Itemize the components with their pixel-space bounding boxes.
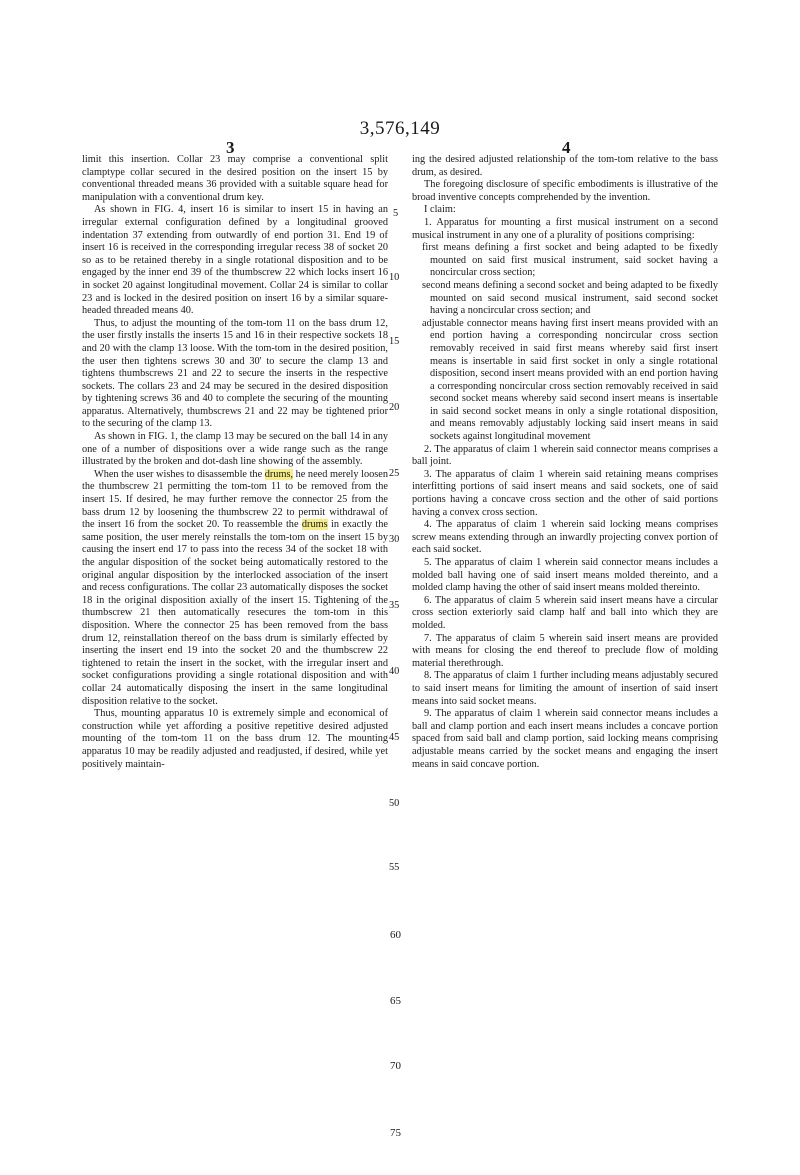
line-number: 70	[390, 1060, 401, 1072]
paragraph: ing the desired adjusted relationship of the tom-tom relative to the bass drum, as desired.	[412, 154, 718, 178]
search-highlight: drums	[301, 519, 328, 531]
paragraph: As shown in FIG. 4, insert 16 is similar to insert 15 in having an irregular external configuration defined by a longitudinal grooved indentation 37 extending from outwardly of end portion 31. End 19 of insert 16 is received in the corresponding irregular recess 38 of socket 20 so as to be retained thereby in a single rotational disposition and to be engaged by the inner end 39 of the thumbscrew 22 which locks insert 16 in socket 20 against longitudinal movement. Collar 24 is similar to collar 23 and is locked in the desired position on insert 16 by a similar square-headed threaded means 40.	[82, 204, 388, 317]
paragraph: The foregoing disclosure of specific embodiments is illustrative of the broad inventive concepts comprehended by the invention.	[412, 179, 718, 203]
claim-4: 4. The apparatus of claim 1 wherein said locking means comprises screw means extending through an inwardly projecting convex portion of each said socket.	[412, 519, 718, 556]
line-number: 50	[389, 798, 400, 809]
claim-8: 8. The apparatus of claim 1 further including means adjustably secured to said insert means for limiting the amount of insertion of said insert means into said socket means.	[412, 670, 718, 707]
paragraph: When the user wishes to disassemble the drums, he need merely loosen the thumbscrew 21 permitting the tom-tom 11 to be removed from the insert 15. If desired, he may further remove the connector 25 from the bass drum 12 by loosening the thumbscrew 22 to permit withdrawal of the insert 16 from the socket 20. To reassemble the drums in exactly the same position, the user merely reinstalls the tom-tom on the insert 15 by causing the insert end 17 to pass into the recess 34 of the socket 18 with the angular disposition of the socket being automatically restored to the original angular disposition by the interlocked association of the insert and recess configurations. The collar 23 automatically disposes the socket 18 in the original disposition axially of the insert 15. Tightening of the thumbscrew 21 then automatically resecures the tom-tom in this disposition. Where the connector 25 has been removed from the bass drum 12, reinstallation thereof on the bass drum is similarly effected by inserting the insert end 19 into the socket 20 and the thumbscrew 22 tightened to retain the insert in the socket, with the irregular insert and socket configurations providing a single rotational disposition and with collar 24 automatically disposing the insert in the same longitudinal disposition relative to the socket.	[82, 468, 388, 707]
claim-element: second means defining a second socket and being adapted to be fixedly mounted on said second musical instrument, said second socket having a noncircular cross section; and	[422, 279, 718, 317]
paragraph: Thus, mounting apparatus 10 is extremely simple and economical of construction while yet affording a positive repetitive desired adjusted mounting of the tom-tom 11 on the bass drum 12. The mounting apparatus 10 may be readily adjusted and readjusted, if desired, while yet positively maintain-	[82, 708, 388, 770]
claim-6: 6. The apparatus of claim 5 wherein said insert means have a circular cross section exteriorly said clamp half and ball into which they are molded.	[412, 594, 718, 631]
right-column-number: 4	[562, 138, 571, 157]
line-number: 35	[389, 600, 400, 611]
claim-9: 9. The apparatus of claim 1 wherein said connector means includes a ball and clamp portion and each insert means includes a concave portion spaced from said ball and clamp portion, said locking means comprising adjustable means carried by the socket means and engaging the insert means in said concave portion.	[412, 708, 718, 770]
left-column-number: 3	[226, 138, 235, 157]
line-number: 25	[389, 468, 400, 479]
claims-heading: I claim:	[424, 204, 456, 216]
line-number: 40	[389, 666, 400, 677]
claim-3: 3. The apparatus of claim 1 wherein said retaining means comprises interfitting portions of said insert means and said sockets, one of said portions having a concave cross section and the other of said portions having a convex cross section.	[412, 468, 718, 518]
line-number: 15	[389, 336, 400, 347]
paragraph: As shown in FIG. 1, the clamp 13 may be secured on the ball 14 in any one of a number of dispositions over a wide range such as the range illustrated by the broken and dot-dash line showing of the assembly.	[82, 431, 388, 468]
line-number: 65	[390, 995, 401, 1007]
line-number: 55	[389, 862, 400, 873]
line-number: 5	[393, 208, 399, 219]
right-text-column	[412, 154, 718, 771]
paragraph: Thus, to adjust the mounting of the tom-tom 11 on the bass drum 12, the user firstly installs the inserts 15 and 16 in their respective sockets 18 and 20 with the clamp 13 loose. With the tom-tom in the desired position, the user then tightens screws 30 and 30' to secure the clamp 13 and tightens thumbscrews 21 and 22 to secure the inserts in the respective sockets. The collars 23 and 24 may be secured in the desired disposition by tightening screws 36 and 40 to complete the securing of the mounting apparatus. Alternatively, thumbscrews 21 and 22 may be tightened prior to the securing of the clamp 13.	[82, 317, 388, 430]
claim-element: adjustable connector means having first insert means provided with an end portion having a corresponding noncircular cross section removably received in said first means whereby said first insert means is insertable in said first socket in only a single rotational disposition, second insert means provided with an end portion having a corresponding noncircular cross section removably received in said second socket means whereby said second insert means is insertable in said second socket means in only a single rotational disposition, and means removably adjustably locking said insert means in said sockets against longitudinal movement	[422, 317, 718, 443]
search-highlight: drums,	[264, 468, 294, 480]
claim-1: 1. Apparatus for mounting a first musical instrument on a second musical instrument in any one of a plurality of positions comprising:	[412, 216, 718, 241]
claim-2: 2. The apparatus of claim 1 wherein said connector means comprises a ball joint.	[412, 443, 718, 468]
patent-number: 3,576,149	[359, 118, 441, 139]
paragraph: limit this insertion. Collar 23 may comprise a conventional split clamptype collar secured in the desired position on the insert 15 by conventional threaded means 36 provided with a suitable square head for manipulation with a conventional drum key.	[82, 154, 388, 203]
line-number: 60	[390, 929, 401, 941]
line-number: 30	[389, 534, 400, 545]
claim-7: 7. The apparatus of claim 5 wherein said insert means are provided with means for closing the end thereof to preclude flow of molding material therethrough.	[412, 632, 718, 669]
line-number: 20	[389, 402, 400, 413]
line-number: 10	[389, 272, 400, 283]
line-number: 75	[390, 1127, 401, 1139]
left-text-column	[82, 154, 388, 771]
claim-element: first means defining a first socket and being adapted to be fixedly mounted on said first musical instrument, said socket having a noncircular cross section;	[422, 242, 718, 279]
claim-5: 5. The apparatus of claim 1 wherein said connector means includes a molded ball having one of said insert means molded thereinto, and a molded clamp having the other of said insert means molded thereinto.	[412, 557, 718, 594]
line-number: 45	[389, 732, 400, 743]
